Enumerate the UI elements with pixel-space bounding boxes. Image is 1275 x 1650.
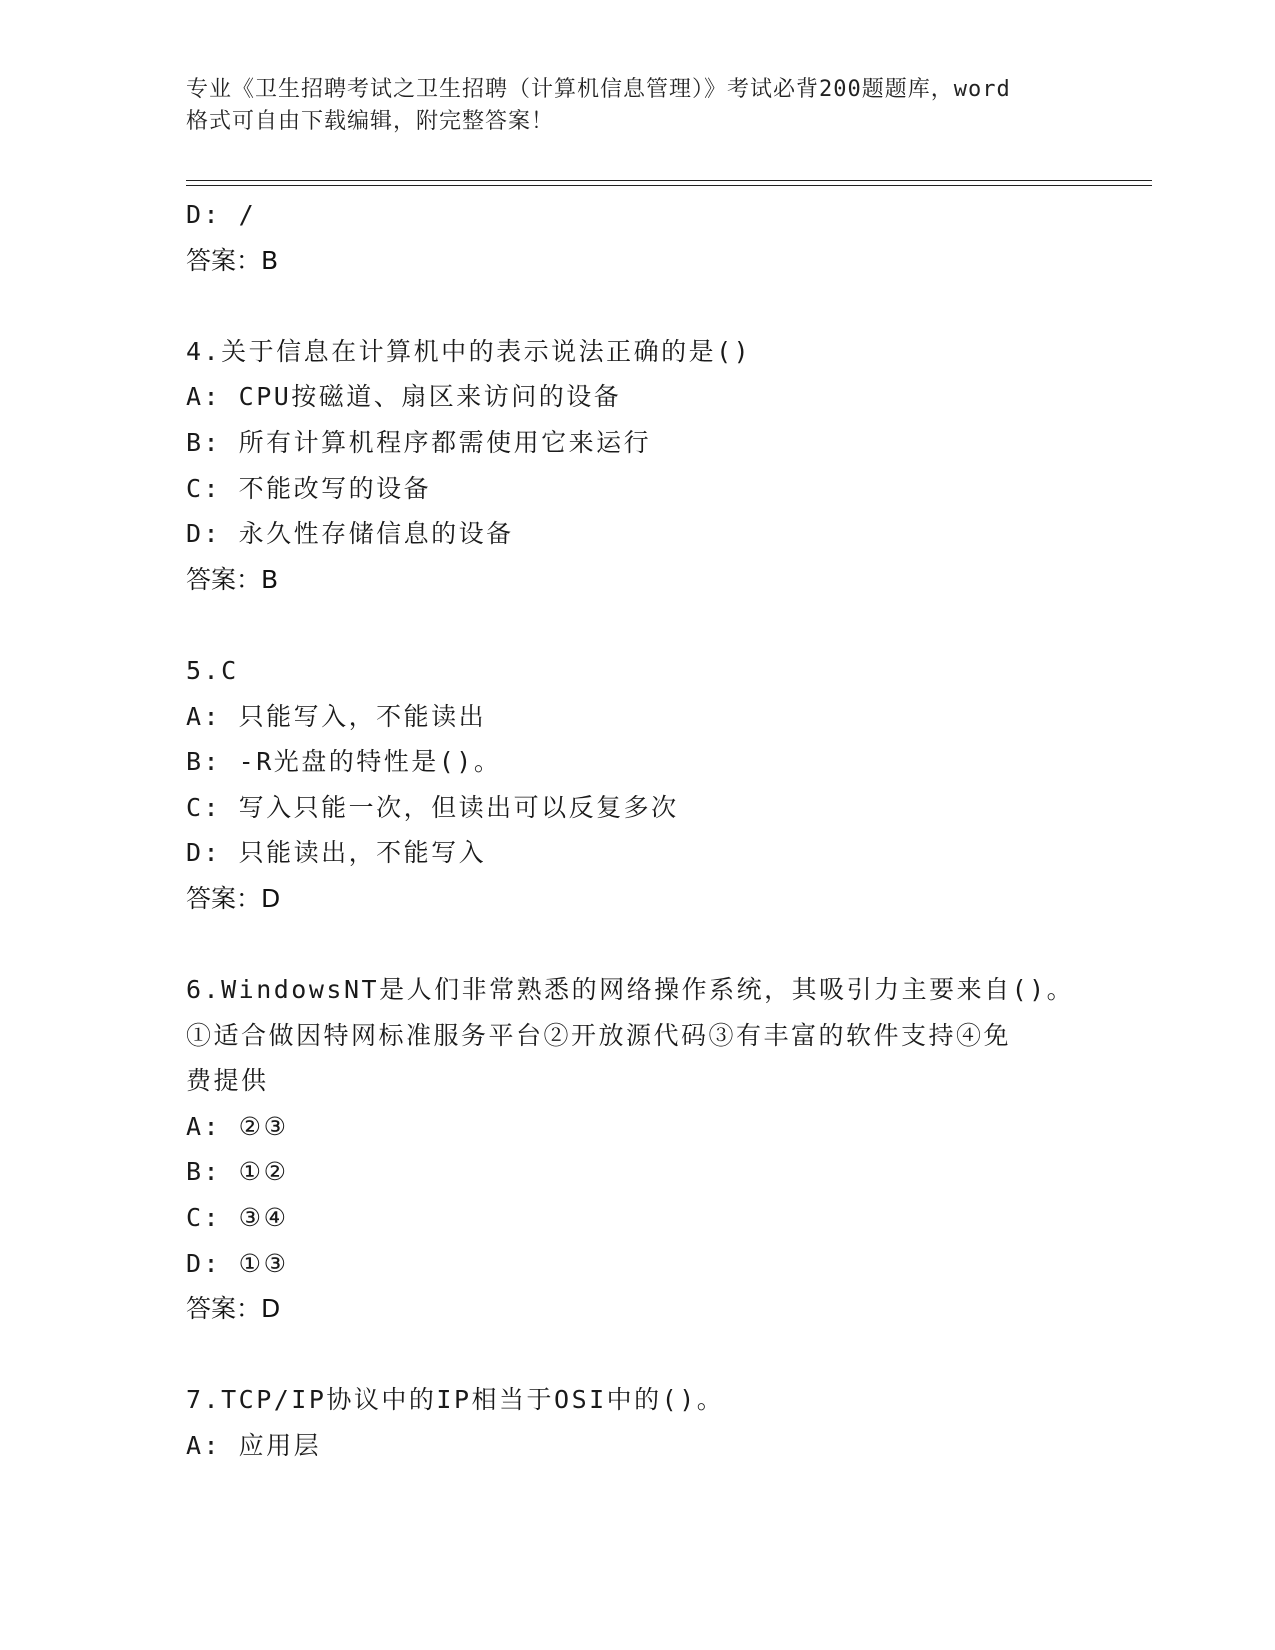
header-divider-bottom [186, 185, 1152, 186]
q5-option-d: D: 只能读出，不能写入 [186, 838, 487, 868]
question-7 [186, 1377, 1146, 1468]
spacer [186, 283, 1146, 329]
q6-option-c: C: ③④ [186, 1203, 289, 1233]
q6-stem-line-1: 6.WindowsNT是人们非常熟悉的网络操作系统，其吸引力主要来自()。 [186, 975, 1075, 1005]
q4-option-b: B: 所有计算机程序都需使用它来运行 [186, 427, 652, 457]
q5-stem: 5.C [186, 655, 239, 685]
spacer [186, 922, 1146, 968]
spacer [186, 602, 1146, 648]
q7-option-a: A: 应用层 [186, 1431, 322, 1461]
document-header [186, 74, 1086, 138]
q4-option-d: D: 永久性存储信息的设备 [186, 519, 514, 549]
header-divider-top [186, 180, 1152, 181]
q4-option-c: C: 不能改写的设备 [186, 473, 432, 503]
question-5 [186, 648, 1146, 922]
q4-stem: 4.关于信息在计算机中的表示说法正确的是() [186, 336, 752, 366]
q6-stem-line-3: 费提供 [186, 1066, 269, 1096]
question-4 [186, 329, 1146, 603]
q3-answer: 答案：B [186, 245, 279, 275]
q6-option-a: A: ②③ [186, 1111, 289, 1141]
q6-stem-line-2: ①适合做因特网标准服务平台②开放源代码③有丰富的软件支持④免 [186, 1020, 1012, 1050]
q3-option-d: D: / [186, 200, 257, 229]
question-3-tail [186, 192, 1146, 283]
q6-answer: 答案：D [186, 1294, 281, 1324]
q5-option-a: A: 只能写入，不能读出 [186, 701, 487, 731]
q5-answer: 答案：D [186, 883, 281, 913]
header-title-line-2: 格式可自由下载编辑，附完整答案！ [186, 109, 555, 134]
q6-option-b: B: ①② [186, 1157, 289, 1187]
header-title-line-1: 专业《卫生招聘考试之卫生招聘（计算机信息管理）》考试必背200题题库，word [186, 77, 1011, 102]
q5-option-b: B: -R光盘的特性是()。 [186, 747, 502, 777]
q4-option-a: A: CPU按磁道、扇区来访问的设备 [186, 382, 622, 412]
q7-stem: 7.TCP/IP协议中的IP相当于OSI中的()。 [186, 1385, 725, 1415]
question-list [186, 192, 1146, 1469]
spacer [186, 1332, 1146, 1378]
question-6 [186, 967, 1146, 1332]
q5-option-c: C: 写入只能一次，但读出可以反复多次 [186, 792, 679, 822]
q4-answer: 答案：B [186, 564, 279, 594]
q6-option-d: D: ①③ [186, 1248, 289, 1278]
